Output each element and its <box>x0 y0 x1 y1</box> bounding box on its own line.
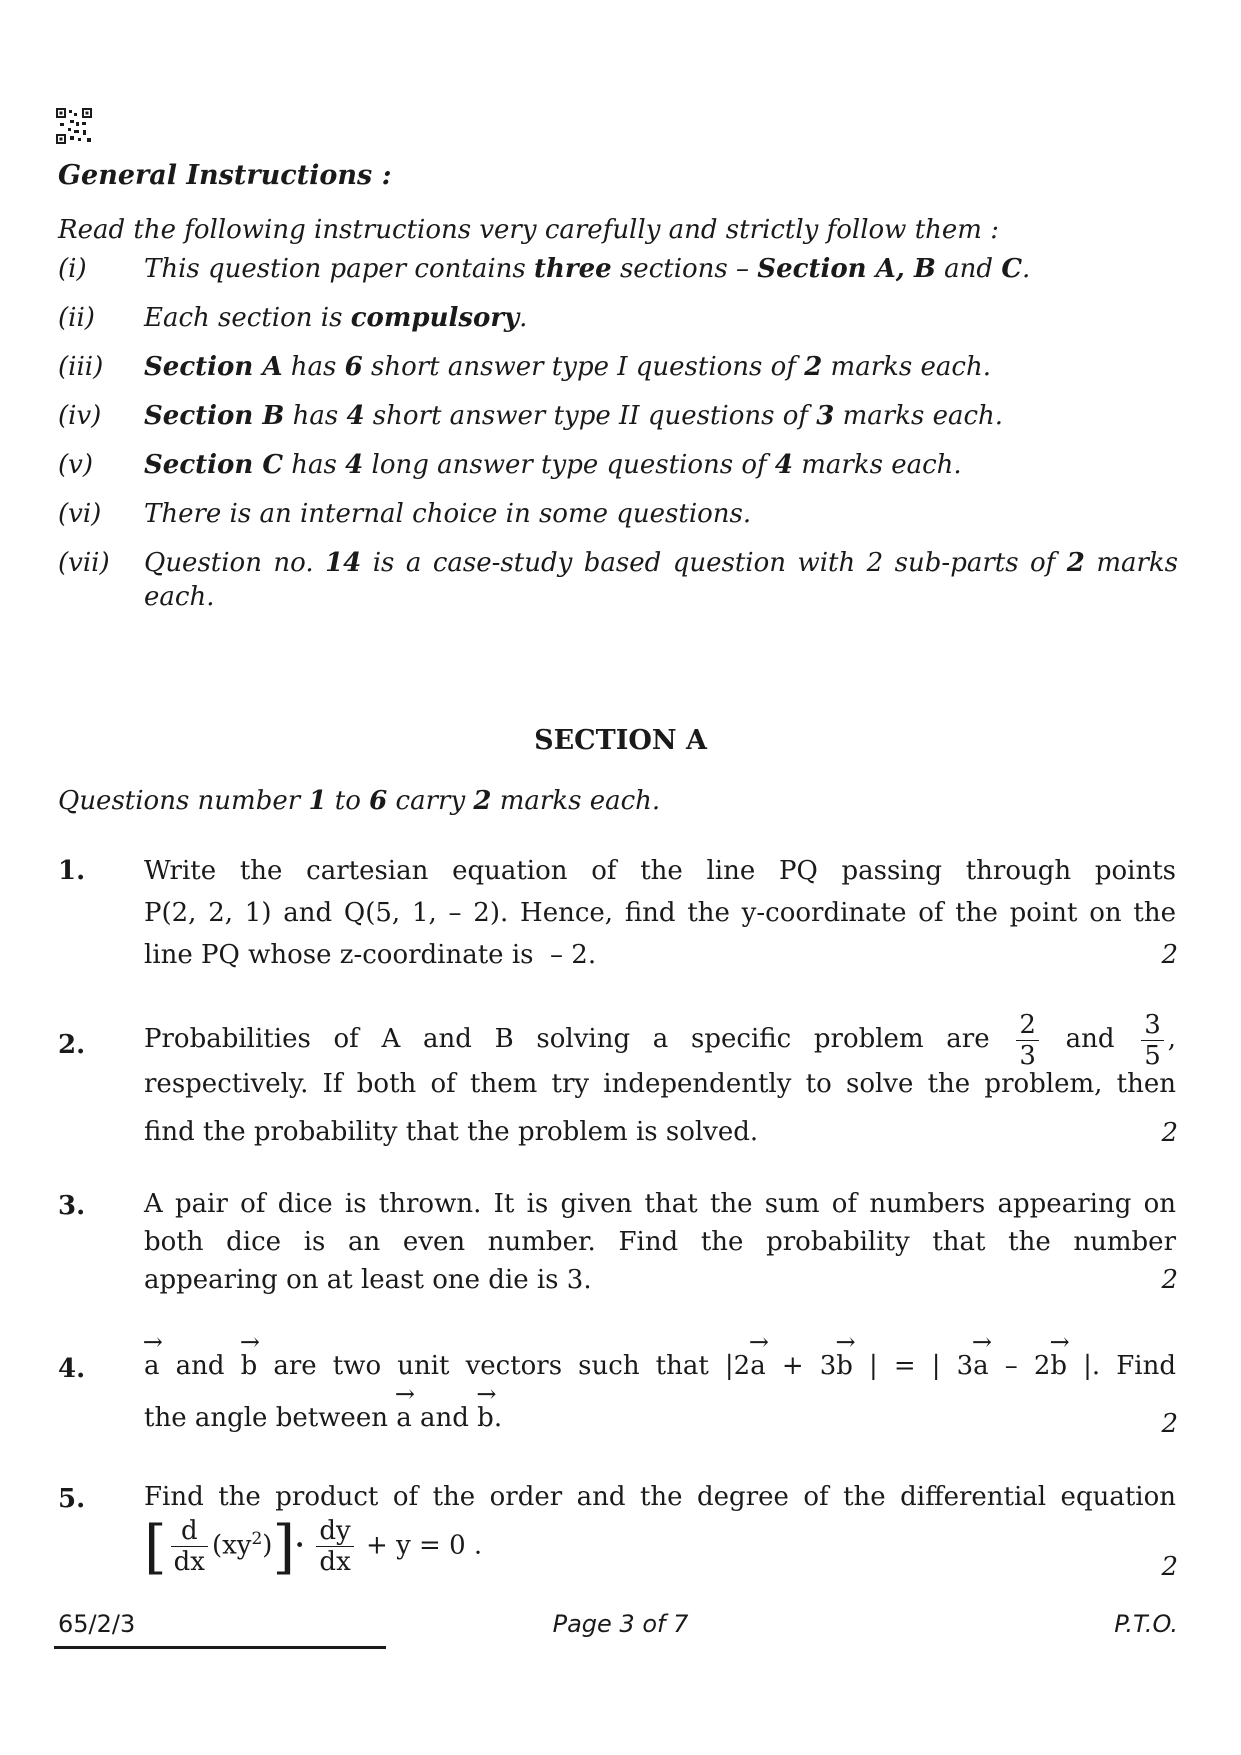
question-number: 1. <box>58 856 86 886</box>
section-note: Questions number 1 to 6 carry 2 marks each. <box>58 786 661 816</box>
instruction-number: (iii) <box>58 352 104 382</box>
question-marks: 2 <box>1161 1265 1178 1295</box>
question-item <box>58 1185 1178 1305</box>
general-instructions-title: General Instructions : <box>58 160 392 191</box>
instruction-text: Each section is compulsory. <box>144 303 528 333</box>
instruction-text: This question paper contains three sections – Section A, B and C. <box>144 254 1031 284</box>
instruction-text: Section C has 4 long answer type questions of 4 marks each. <box>144 450 962 480</box>
instruction-number: (vii) <box>58 548 110 578</box>
question-item <box>58 1478 1178 1588</box>
page-number: Page 3 of 7 <box>552 1610 689 1638</box>
question-number: 5. <box>58 1484 86 1514</box>
instruction-number: (v) <box>58 450 93 480</box>
question-marks: 2 <box>1161 1552 1178 1582</box>
question-marks: 2 <box>1161 1409 1178 1439</box>
question-marks: 2 <box>1161 940 1178 970</box>
fraction: $\frac{3}{5}$ <box>1141 1010 1164 1071</box>
instruction-number: (ii) <box>58 303 95 333</box>
instruction-number: (vi) <box>58 499 102 529</box>
fraction: $\frac{2}{3}$ <box>1016 1010 1039 1071</box>
differential-equation: [ $\frac{d}{dx}$ $(xy^2)]\cdot$ $\frac{dy}{dx}$ + y = 0 . <box>144 1512 483 1581</box>
question-number: 4. <box>58 1354 86 1384</box>
question-text: Write the cartesian equation of the line PQ passing through points P(2, 2, 1) and Q(5, 1, – 2). Hence, find the y-coordinate of the point on the line PQ whose z-coordinate is – 2. <box>144 856 1176 970</box>
question-item <box>58 1008 1178 1158</box>
question-text: A pair of dice is thrown. It is given that the sum of numbers appearing on both dice is an even number. Find the probability that the number appearing on at least one die is 3. <box>144 1189 1176 1295</box>
question-number: 2. <box>58 1030 86 1060</box>
instruction-text: There is an internal choice in some questions. <box>144 499 752 529</box>
qr-code-icon <box>56 108 92 144</box>
question-text: Probabilities of A and B solving a specific problem are $\frac{2}{3}$ and $\frac{3}{5}$ , respectively. If both of them try independently to solve the problem, then find the probability that the problem is solved. <box>144 1009 1176 1147</box>
paper-code: 65/2/3 <box>58 1610 136 1638</box>
question-marks: 2 <box>1161 1118 1178 1148</box>
question-item <box>58 1328 1178 1450</box>
footer-rule <box>54 1646 386 1649</box>
instruction-number: (i) <box>58 254 87 284</box>
question-text: a → and b → are two unit vectors such that |2a → + 3b → | = | 3a → – 2b → |. Find the angle between a → and b → . <box>142 1328 1177 1433</box>
general-instructions-intro: Read the following instructions very carefully and strictly follow them : <box>58 215 999 245</box>
instruction-number: (iv) <box>58 401 102 431</box>
section-heading: SECTION A <box>534 725 707 756</box>
instruction-text: Section B has 4 short answer type II questions of 3 marks each. <box>144 401 1004 431</box>
pto-label: P.T.O. <box>1114 1610 1178 1638</box>
question-text: Find the product of the order and the degree of the differential equation [ $\frac{d}{dx}$ $(xy^2)]\cdot$ $\frac{dy}{dx}$ + y = 0 . <box>144 1482 1176 1581</box>
question-item <box>58 850 1178 976</box>
instruction-text: Question no. 14 is a case-study based question with 2 sub-parts of 2 marks each. <box>144 548 1179 612</box>
question-number: 3. <box>58 1191 86 1221</box>
instruction-text: Section A has 6 short answer type I questions of 2 marks each. <box>144 352 991 382</box>
